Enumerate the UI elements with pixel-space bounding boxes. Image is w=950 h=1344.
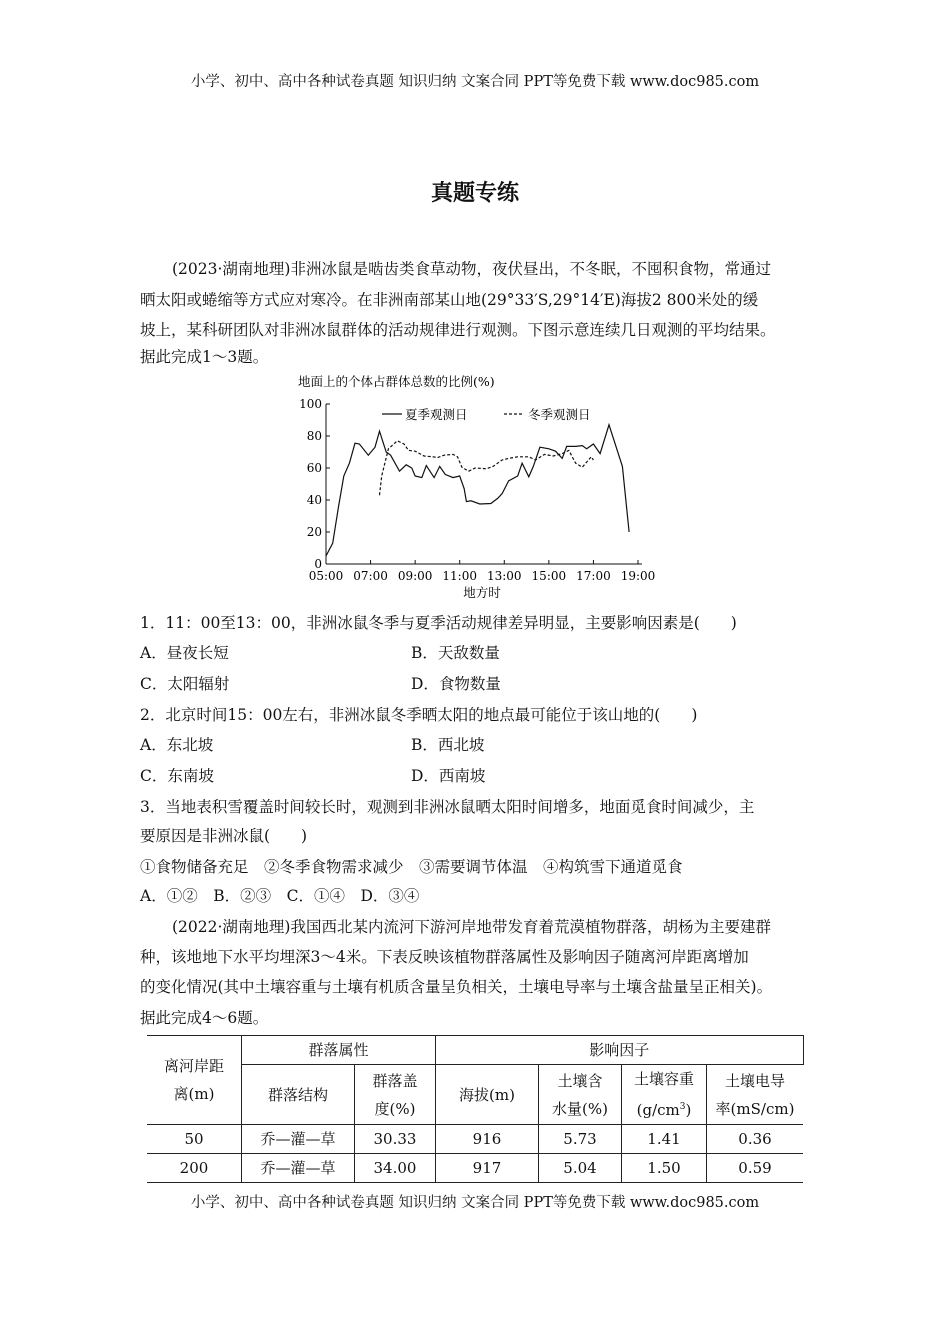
q1-option-d: D．食物数量 bbox=[411, 675, 501, 693]
cell: 916 bbox=[436, 1125, 539, 1154]
community-table bbox=[147, 1035, 804, 1183]
question-3-stem: 要原因是非洲冰鼠( ) bbox=[140, 827, 308, 845]
q2-option-a: A．东北坡 bbox=[140, 736, 214, 754]
q2-option-d: D．西南坡 bbox=[411, 767, 486, 785]
page-header: 小学、初中、高中各种试卷真题 知识归纳 文案合同 PPT等免费下载 www.doc985.com bbox=[190, 74, 760, 90]
y-tick-label: 60 bbox=[306, 461, 322, 475]
header-bulk-density: 土壤容重 $(g/cm^3)$ bbox=[622, 1065, 707, 1125]
q3-items: ①食物储备充足 ②冬季食物需求减少 ③需要调节体温 ④构筑雪下通道觅食 bbox=[140, 858, 683, 876]
x-tick-label: 07:00 bbox=[353, 569, 388, 583]
cell: 5.73 bbox=[539, 1125, 622, 1154]
cell: 5.04 bbox=[539, 1154, 622, 1183]
question-1-stem: 1．11：00至13：00，非洲冰鼠冬季与夏季活动规律差异明显，主要影响因素是( ) bbox=[140, 614, 737, 632]
q2-option-b: B．西北坡 bbox=[411, 736, 485, 754]
header-group-factors: 影响因子 bbox=[436, 1036, 804, 1065]
header-water: 土壤含 水量(%) bbox=[539, 1065, 622, 1125]
passage-line: 种，该地地下水平均埋深3～4米。下表反映该植物群落属性及影响因子随离河岸距离增加 bbox=[140, 948, 749, 966]
cell: 34.00 bbox=[355, 1154, 436, 1183]
page-footer: 小学、初中、高中各种试卷真题 知识归纳 文案合同 PPT等免费下载 www.doc985.com bbox=[190, 1195, 760, 1211]
x-tick-label: 15:00 bbox=[531, 569, 567, 583]
cell: 1.50 bbox=[622, 1154, 707, 1183]
question-3-stem: 3．当地表积雪覆盖时间较长时，观测到非洲冰鼠晒太阳时间增多，地面觅食时间减少，主 bbox=[140, 798, 755, 816]
y-tick-label: 40 bbox=[306, 493, 322, 507]
activity-line-chart bbox=[290, 370, 660, 600]
header-conductivity: 土壤电导 率(mS/cm) bbox=[707, 1065, 804, 1125]
x-axis-label: 地方时 bbox=[463, 585, 501, 600]
passage-line: 的变化情况(其中土壤容重与土壤有机质含量呈负相关，土壤电导率与土壤含盐量呈正相关)。 bbox=[140, 978, 773, 996]
y-tick-label: 20 bbox=[306, 525, 322, 539]
header-group-attributes: 群落属性 bbox=[242, 1036, 436, 1065]
passage-line: 据此完成1～3题。 bbox=[140, 348, 269, 366]
x-tick-label: 09:00 bbox=[397, 569, 433, 583]
cell: 50 bbox=[147, 1125, 242, 1154]
y-tick-label: 100 bbox=[299, 397, 322, 411]
header-distance: 离河岸距 离(m) bbox=[147, 1036, 242, 1125]
q1-option-a: A．昼夜长短 bbox=[140, 644, 229, 662]
passage-line: 晒太阳或蜷缩等方式应对寒冷。在非洲南部某山地(29°33′S,29°14′E)海拔2 800米处的缓 bbox=[140, 291, 759, 309]
header-cover: 群落盖 度(%) bbox=[355, 1065, 436, 1125]
header-structure: 群落结构 bbox=[242, 1065, 355, 1125]
legend-winter: 冬季观测日 bbox=[528, 407, 591, 422]
x-tick-label: 17:00 bbox=[576, 569, 611, 583]
cell: 0.59 bbox=[707, 1154, 804, 1183]
page-title: 真题专练 bbox=[430, 181, 519, 206]
chart-legend bbox=[382, 407, 591, 422]
x-tick-label: 13:00 bbox=[486, 569, 522, 583]
passage-line: (2023·湖南地理)非洲冰鼠是啮齿类食草动物，夜伏昼出，不冬眠，不囤积食物，常通过 bbox=[172, 260, 771, 278]
cell: 200 bbox=[147, 1154, 242, 1183]
passage-line: (2022·湖南地理)我国西北某内流河下游河岸地带发育着荒漠植物群落，胡杨为主要建群 bbox=[172, 918, 771, 936]
x-tick-label: 19:00 bbox=[620, 569, 656, 583]
q2-option-c: C．东南坡 bbox=[140, 767, 214, 785]
cell: 0.36 bbox=[707, 1125, 804, 1154]
cell: 917 bbox=[436, 1154, 539, 1183]
summer-series-line bbox=[326, 425, 629, 556]
passage-line: 据此完成4～6题。 bbox=[140, 1009, 269, 1027]
q3-options: A．①② B．②③ C．①④ D．③④ bbox=[140, 887, 420, 905]
x-tick-label: 11:00 bbox=[442, 569, 478, 583]
x-tick-label: 05:00 bbox=[308, 569, 344, 583]
y-tick-label: 80 bbox=[306, 429, 322, 443]
header-altitude: 海拔(m) bbox=[436, 1065, 539, 1125]
q1-option-c: C．太阳辐射 bbox=[140, 675, 230, 693]
cell: 乔—灌—草 bbox=[242, 1154, 355, 1183]
passage-line: 坡上，某科研团队对非洲冰鼠群体的活动规律进行观测。下图示意连续几日观测的平均结果。 bbox=[140, 321, 776, 339]
y-tick-label: 0 bbox=[314, 557, 322, 571]
cell: 1.41 bbox=[622, 1125, 707, 1154]
cell: 乔—灌—草 bbox=[242, 1125, 355, 1154]
legend-summer: 夏季观测日 bbox=[405, 407, 468, 422]
question-2-stem: 2．北京时间15：00左右，非洲冰鼠冬季晒太阳的地点最可能位于该山地的( ) bbox=[140, 706, 698, 724]
chart-title: 地面上的个体占群体总数的比例(%) bbox=[298, 374, 495, 389]
table-row bbox=[147, 1125, 803, 1154]
table-row bbox=[147, 1154, 803, 1183]
cell: 30.33 bbox=[355, 1125, 436, 1154]
q1-option-b: B．天敌数量 bbox=[411, 644, 500, 662]
